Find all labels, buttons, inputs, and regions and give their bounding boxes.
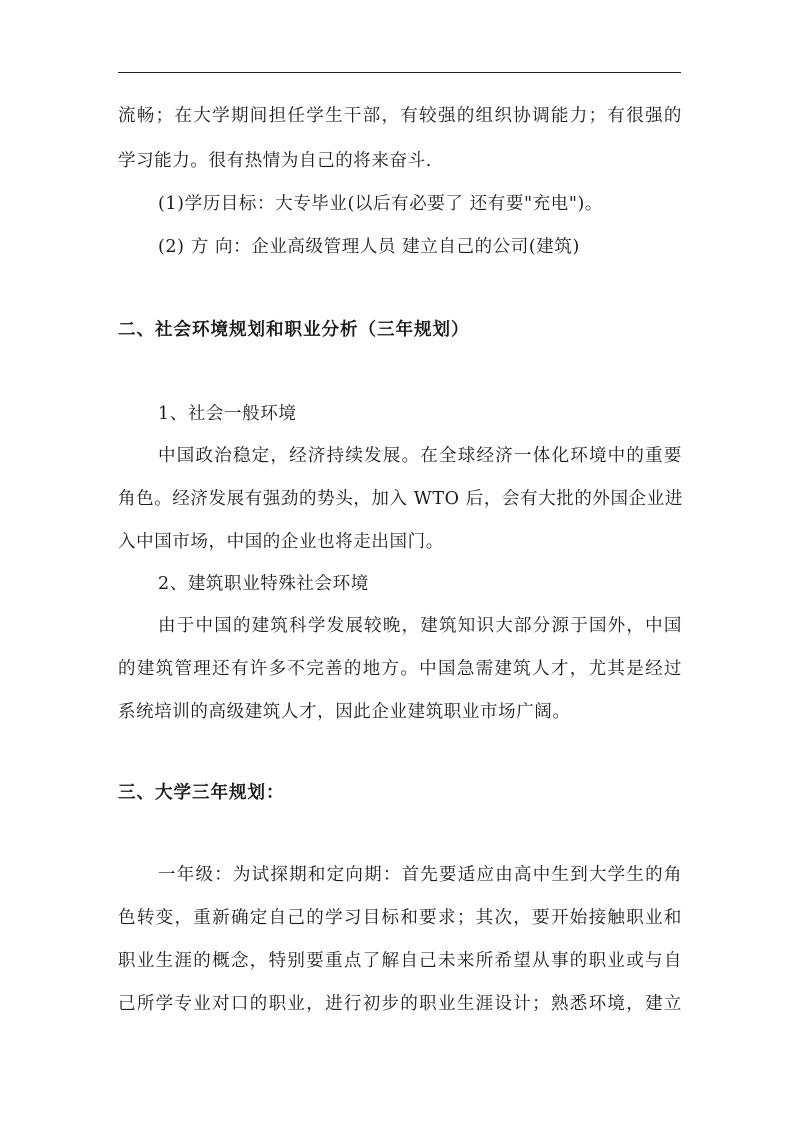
paragraph-line: 己所学专业对口的职业，进行初步的职业生涯设计；熟悉环境，建立	[118, 994, 682, 1014]
paragraph-line: 由于中国的建筑科学发展较晚，建筑知识大部分源于国外，中国	[158, 616, 682, 636]
paragraph-line: 学习能力。很有热情为自己的将来奋斗.	[118, 151, 432, 171]
paragraph-line: 一年级：为试探期和定向期：首先要适应由高中生到大学生的角	[158, 865, 682, 885]
subheading-1: 1、社会一般环境	[158, 404, 297, 424]
subheading-2: 2、建筑职业特殊社会环境	[158, 574, 369, 594]
paragraph-line: 入中国市场，中国的企业也将走出国门。	[118, 532, 444, 552]
goal-direction: (2) 方 向：企业高级管理人员 建立自己的公司(建筑)	[158, 237, 580, 257]
paragraph-line: 的建筑管理还有许多不完善的地方。中国急需建筑人才，尤其是经过	[118, 659, 682, 679]
section-heading-2: 二、社会环境规划和职业分析（三年规划）	[118, 320, 470, 340]
header-rule	[118, 72, 681, 73]
paragraph-line: 流畅；在大学期间担任学生干部，有较强的组织协调能力；有很强的	[118, 106, 682, 126]
section-heading-3: 三、大学三年规划：	[118, 783, 285, 803]
paragraph-line: 角色。经济发展有强劲的势头，加入 WTO 后，会有大批的外国企业进	[118, 489, 683, 509]
goal-education: (1)学历目标：大专毕业(以后有必要了 还有要"充电")。	[158, 194, 604, 214]
paragraph-line: 系统培训的高级建筑人才，因此企业建筑职业市场广阔。	[118, 702, 571, 722]
paragraph-line: 中国政治稳定，经济持续发展。在全球经济一体化环境中的重要	[158, 446, 682, 466]
paragraph-line: 色转变，重新确定自己的学习目标和要求；其次，要开始接触职业和	[118, 908, 682, 928]
paragraph-line: 职业生涯的概念，特别要重点了解自己未来所希望从事的职业或与自	[118, 951, 682, 971]
